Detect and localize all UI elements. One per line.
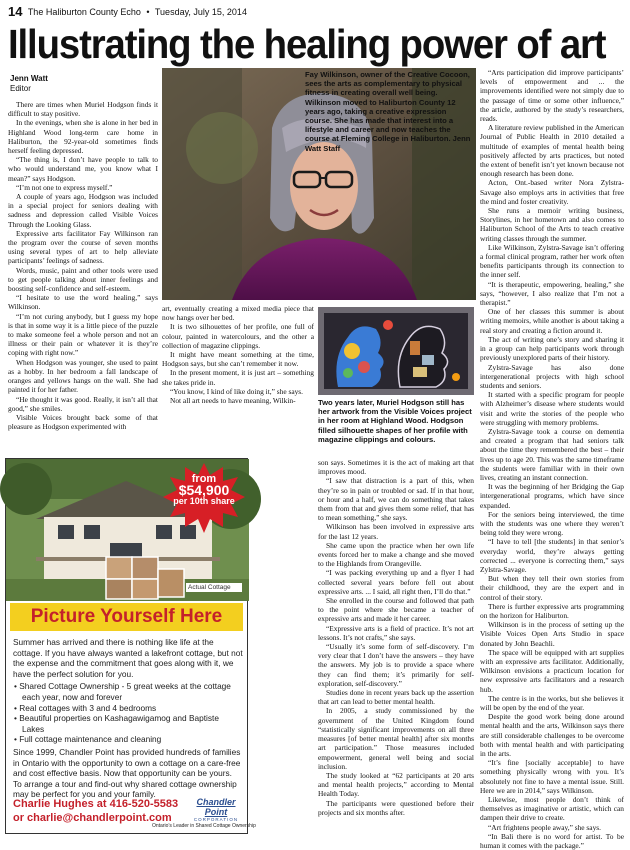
issue-date: Tuesday, July 15, 2014: [154, 7, 247, 17]
paragraph: The space will be equipped with art supplies with an expressive arts facilitator. Additionally, Wilkinson envisions a practicum location for new expressive arts facilitators and a research hub.: [480, 647, 624, 694]
paragraph: art, eventually creating a mixed media piece that now hangs over her bed.: [162, 304, 314, 323]
paragraph: She runs a memoir writing business, Storylines, in her hometown and also comes to Haliburton School of the Arts to teach creative writing classes through the summer.: [480, 206, 624, 243]
logo-name: Chandler Point: [196, 797, 236, 817]
byline-name: Jenn Watt: [10, 74, 48, 83]
paper-name: The Haliburton County Echo: [27, 7, 141, 17]
burst-line3: per 10th share: [173, 496, 235, 506]
paragraph: Zylstra-Savage has also done intergenerational projects with high school students and seniors.: [480, 362, 624, 390]
paragraph: “He thought it was good. Really, it isn’t all that good,” she smiles.: [8, 394, 158, 413]
ad-bullet: • Shared Cottage Ownership - 5 great weeks at the cottage each year, now and forever: [13, 681, 243, 702]
contact-phone[interactable]: Charlie Hughes at 416-520-5583: [13, 798, 179, 810]
contact-email[interactable]: or charlie@chandlerpoint.com: [13, 812, 172, 824]
logo-slogan: Ontario’s Leader in Shared Cottage Ownership: [152, 823, 256, 829]
byline: [10, 74, 150, 94]
paragraph: Expressive arts facilitator Fay Wilkinson ran the program over the course of seven months using several types of art to help alleviate participants’ feelings of sadness.: [8, 228, 158, 266]
logo-sub: CORPORATION: [193, 817, 239, 822]
paragraph: Wilkinson is in the process of setting up the Visible Voices Open Arts Studio in space donated by John Beachli.: [480, 620, 624, 648]
paragraph: There is further expressive arts programming on the horizon for Haliburton.: [480, 601, 624, 620]
paragraph: “Art frightens people away,” she says.: [488, 822, 602, 832]
paragraph: “The thing is, I don’t have people to talk to who would understand me, you know what I mean?” says Hodgson.: [8, 155, 158, 183]
paragraph: “Arts participation did improve participants’ levels of empowerment and ... the improvements identified were not simply due to the passage of time or some other influence,” the article, authored by the study’s researchers, reads.: [480, 68, 624, 124]
paragraph: In 2005, a study commissioned by the government of the United Kingdom found “statistically significant improvements on all three measures [of better mental health] after six months art participation.” Those measures included empowerment, general well being and social inclusion.: [318, 706, 474, 771]
ad-paragraph: Since 1999, Chandler Point has provided hundreds of families in Ontario with the opportunity to own a cottage on a care-free and cost effective basis. Now that opportunity can be yours.: [13, 746, 241, 779]
paragraph: “I have to tell [the students] in that senior’s everyday world, they’re always getting corrected ... everyone is correcting them,” says Zylstra-Savage.: [480, 537, 624, 574]
paragraph: “Expressive arts is a field of practice. It’s not art lessons. It’s not crafts,” she says.: [318, 623, 474, 642]
ad-intro: Summer has arrived and there is nothing like life at the cottage. If you have always wanted a lakefront cottage, but not the expense and the commitment that goes along with it, we have the perfect solution for you.: [13, 637, 243, 679]
paragraph: Not all art needs to have meaning, Wilkin-: [170, 396, 296, 406]
paragraph: Like Wilkinson, Zylstra-Savage isn’t offering a formal clinical program, rather her work often benefits participants through its connection to the inner self.: [480, 242, 624, 280]
paragraph: “I’m not curing anybody, but I guess my hope is that in some way it is a little piece of the puzzle to make someone feel a whole person and not an illness or their pain or whatever it is they’re coping with right now.”: [8, 311, 158, 358]
price-burst-text: [163, 474, 245, 507]
folio-separator: •: [146, 7, 150, 17]
paragraph: Words, music, paint and other tools were used to get people talking about inner feelings and boosting self-confidence and self-esteem.: [8, 265, 158, 294]
paragraph: But when they tell their own stories from their childhood, they are the expert and in control of their story.: [480, 574, 624, 602]
paragraph: In the present moment, it is just art – something she takes pride in.: [162, 368, 314, 387]
paragraph: The act of writing one’s story and sharing it in a group can help participants work through previously unexplored parts of their history.: [480, 334, 624, 363]
paragraph: The participants were questioned before their projects and six months after.: [318, 798, 474, 817]
ad-bullet: • Real cottages with 3 and 4 bedrooms: [13, 703, 243, 714]
article-column-3: [318, 458, 474, 834]
paragraph: It was the beginning of her Bridging the Gap intergenerational programs, which have since expanded.: [480, 482, 624, 510]
ad-bullet: • Beautiful properties on Kashagawigamog and Baptiste Lakes: [13, 713, 243, 734]
paragraph: One of her classes this summer is about writing memoirs, while another is about taking a real story and creating a fiction around it.: [480, 307, 624, 335]
paragraph: “It’s fine [socially acceptable] to have something physically wrong with you. It’s absolutely not fine to have a mental issue. Still. Here we are in 2014,” says Wilkinson.: [480, 758, 624, 795]
paragraph: “It is therapeutic, empowering, healing,” she says, “however, I also realize that I’m not a therapist.”: [480, 279, 624, 308]
paragraph: “I hesitate to use the word healing,” says Wilkinson.: [8, 293, 158, 312]
paragraph: Despite the good work being done around mental health and the arts, Wilkinson says there are still considerable challenges to be overcome both with mental health and with participating in the arts.: [480, 712, 624, 759]
ad-paragraph: To arrange a tour and find-out why shared cottage ownership may be perfect for you and your family.: [13, 778, 237, 800]
paragraph: Likewise, most people don’t think of themselves as imaginative or artistic, which can dampen their drive to create.: [480, 795, 624, 823]
article-column-2: [162, 304, 314, 452]
paragraph: It might have meant something at the time, Hodgson says, but she can’t remember it now.: [162, 350, 314, 369]
artwork-photo: [318, 307, 474, 395]
paragraph: Acton, Ont.-based writer Nora Zylstra-Savage also employs arts in activities that free the mind and foster creativity.: [480, 178, 624, 206]
page-number: 14: [8, 4, 23, 19]
paragraph: It started with a specific program for people with Alzheimer’s disease where students would visit and write the stories of the people who were struggling with memory problems.: [480, 390, 624, 427]
ad-body: [13, 637, 243, 800]
burst-price: $54,900: [178, 482, 230, 498]
chandler-point-logo: [152, 797, 256, 829]
paragraph: The centre is in the works, but she believes it will be open by the end of the year.: [480, 693, 624, 713]
paragraph: In the evenings, when she is alone in her bed in Highland Wood long-term care home in Haliburton, the 92-year-old sometimes finds herself feeling depressed.: [8, 118, 158, 156]
paragraph: A literature review published in the American Journal of Public Health in 2010 detailed a multitude of examples of mental health being positively affected by arts practices, but noted the extent of benefit isn’t yet known because not enough research has been done.: [480, 123, 624, 179]
cottage-advertisement[interactable]: [5, 458, 256, 834]
paragraph: Zylstra-Savage took a course on dementia and created a program that had seniors talk about the time they remembered the best – their lives up to age 20. This was the same timeframe the students were familiar with in their own lives, creating an instant connection.: [480, 426, 624, 482]
paragraph: “You know, I kind of like doing it,” she says.: [170, 386, 304, 396]
article-column-4: [480, 68, 624, 850]
paragraph: “I was packing everything up and a flyer I had collected several years before fell out about expressive arts. ... I said, all right then, I’ll do that.”: [318, 568, 474, 596]
byline-role: Editor: [10, 84, 31, 93]
paragraph: There are times when Muriel Hodgson finds it difficult to stay positive.: [8, 100, 158, 119]
ad-contact[interactable]: [13, 797, 178, 825]
paragraph: “I saw that distraction is a part of this, when they’re so in pain or troubled or sad. If in that hour, or hour and a half, we can do something that takes them from that and gives them some relief, that has to mean something,” she says.: [318, 476, 474, 523]
paragraph: Visible Voices brought back some of that pleasure as Hodgson experimented with: [8, 412, 158, 432]
paragraph: “Usually it’s some form of self-discovery. I’m very clear that I don’t have the answers – they have the answers. My job is to provide a space where they can find them; it’s primarily for self-exploration, self-discovery.”: [318, 642, 474, 688]
ad-bullet-list: [13, 681, 243, 745]
photo2-caption: Two years later, Muriel Hodgson still has her artwork from the Visible Voices project in her room at Highland Wood. Hodgson filled silhouette shapes of her profile with magazine clippings and colours.: [318, 398, 472, 444]
paragraph: “In Bali there is no word for artist. To be human it comes with the package.”: [480, 831, 624, 850]
paragraph: When Hodgson was younger, she used to paint as a hobby. In her bedroom a fall landscape of oranges and yellows hangs on the wall. She had painted it for her father.: [8, 357, 158, 395]
paragraph: She enrolled in the course and followed that path to the point where she became a teacher of expressive arts and made it her career.: [318, 596, 474, 624]
paragraph: It is two silhouettes of her profile, one full of colour, painted in watercolours, and the other a collection of magazine clippings.: [162, 322, 314, 350]
burst-line1: from: [191, 473, 217, 485]
paragraph: “I’m not one to express myself.”: [16, 182, 113, 192]
paragraph: Wilkinson has been involved in expressive arts for the last 12 years.: [318, 522, 474, 541]
paragraph: Studies done in recent years back up the assertion that art can lead to better mental health.: [318, 688, 474, 707]
paragraph: She came upon the practice when her own life events forced her to make a change and she moved to the Highlands from Orangeville.: [318, 540, 474, 569]
paragraph: son says. Sometimes it is the act of making art that improves mood.: [318, 458, 474, 477]
ad-headline: Picture Yourself Here: [10, 603, 243, 631]
ad-bullet: • Full cottage maintenance and cleaning: [13, 734, 243, 745]
paragraph: For the seniors being interviewed, the time with the students was one where they weren’t being told they were wrong.: [480, 509, 624, 538]
artwork-photo-image: [318, 307, 474, 395]
actual-cottage-tag: Actual Cottage: [186, 583, 242, 592]
paragraph: A couple of years ago, Hodgson was included in a special project for seniors dealing with sadness and depression called Visible Voices Through the Looking Glass.: [8, 192, 158, 229]
paragraph: The study looked at “62 participants at 20 arts and mental health projects,” according to Mental Health Today.: [318, 770, 474, 799]
photo1-caption: Fay Wilkinson, owner of the Creative Cocoon, sees the arts as complementary to physical fitness in creating overall well being. Wilkinson moved to Haliburton County 12 years ago, taking a creative expression course. She has made that interest into a lifestyle and career and now teaches the course at Fleming College in Haliburton. Jenn Watt Staff: [305, 70, 471, 153]
article-column-1: [8, 100, 158, 452]
article-headline: Illustrating the healing power of art: [8, 21, 606, 67]
